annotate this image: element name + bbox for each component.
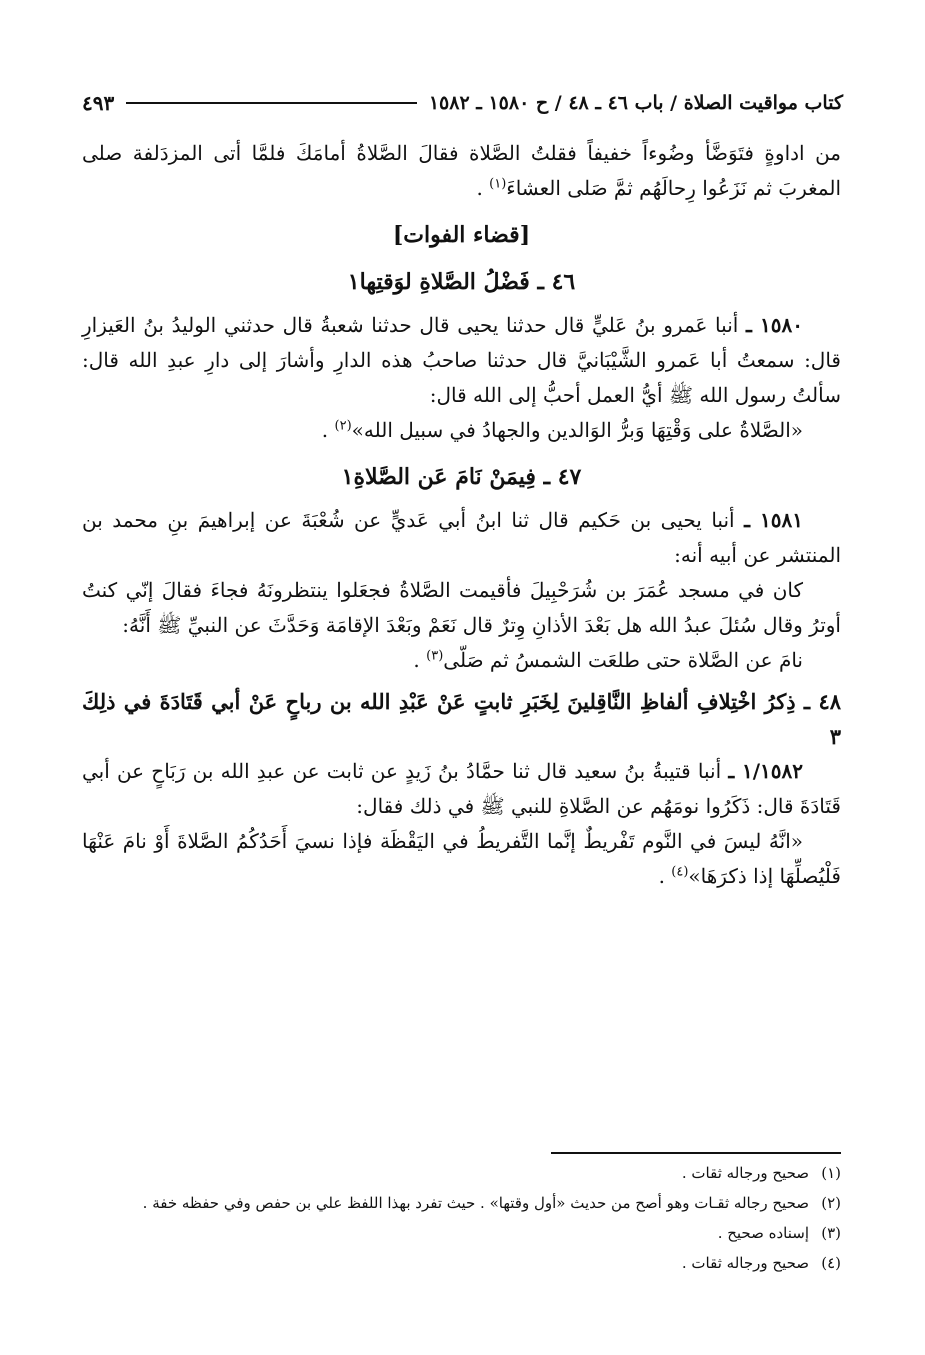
footnote-ref-4: (٤) [671,864,689,880]
hadith-1582 [82,754,841,824]
quote-1582 [82,824,841,894]
main-text [82,136,841,894]
hadith-1581-para-1: كان في مسجد عُمَرَ بن شُرَحْبِيلَ فأقيمت الصَّلاةُ فجعَلوا ينتظرونَهُ فجاءَ فقالَ إنّي كنتُ أوترُ وقال سُئلَ عبدُ الله هل بَعْدَ الأذانِ وِترٌ قال نَعَمْ وبَعْدَ الإقامَة وَحَدَّثَ عن النبيِّ ﷺ أَنَّهُ: [82,578,841,637]
quote-end-1580: . [321,418,335,442]
footnote-ref-3: (٣) [426,648,444,664]
hadith-text-1581: أنبا يحيى بن حَكيم قال ثنا ابنُ أبي عَديٍّ عن شُعْبَةَ عن إبراهيمَ بنِ محمد بن المنتشر عن أبيه أنه: [82,508,841,567]
section-title: [قضاء الفوات] [392,222,531,248]
chapter-48-title: ٤٨ ـ ذِكرُ اخْتِلافِ ألفاظِ النَّاقِلينَ لِخَبَرِ ثابتٍ عَنْ عَبْدِ الله بن رباحٍ عَنْ أبي قَتَادَةَ في ذلِكَ ٣ [82,689,841,749]
chapter-46-title: ٤٦ ـ فَضْلُ الصَّلاةِ لوَقتِها١ [347,269,576,295]
page-number: ٤٩٣ [82,91,115,115]
footnote-number: (١) [821,1164,841,1182]
hadith-text-1582: أنبا قتيبةُ بنُ سعيد قال ثنا حمَّادُ بنُ زَيدٍ عن ثابت عن عبدِ الله بن رَبَاحٍ عن أبي قَتَادَةَ قال: ذَكَرُوا نومَهُم عن الصَّلاةِ للنبي ﷺ في ذلك فقال: [82,759,841,818]
hadith-1580 [82,308,841,413]
footnote-text: صحيح رجاله ثقـات وهو أصح من حديث «أول وقتها» . حيث تفرد بهذا اللفظ علي بن حفص وفي حفظه خفة . [142,1194,809,1212]
opening-end: . [476,176,490,200]
hadith-number-1582: ١/١٥٨٢ ـ [728,759,803,783]
footnote-text: إسناده صحيح . [717,1224,809,1242]
footnotes [84,1160,841,1276]
footnote-3 [84,1220,841,1246]
quote-text-1582: «انَّهُ ليسَ في النَّوم تَفْريطٌ إنَّما التَّفريطُ في اليَقْظَة فإذا نسيَ أَحَدُكُمُ الصَّلاةَ أَوْ نامَ عَنْهَا فَلْيُصلِّهَا إذا ذكرَهَا» [82,829,841,888]
footnote-number: (٢) [821,1194,841,1212]
footnote-divider [551,1152,841,1154]
footnote-number: (٣) [821,1224,841,1242]
footnote-text: صحيح ورجاله ثقات . [681,1164,809,1182]
hadith-text-1580: أنبا عَمرو بنُ عَليٍّ قال حدثنا يحيى قال حدثنا شعبةُ قال حدثني الوليدُ بنُ العَيزارِ قال: سمعتُ أبا عَمرو الشَّيْبَانيَّ قال حدثنا صاحبُ هذه الدارِ وأشارَ إلى دارِ عبدِ الله قال: سألتُ رسول الله ﷺ أيُّ العمل أحبُّ إلى الله قال: [82,313,841,407]
header-rule [126,102,417,104]
para-2-end: . [413,648,427,672]
footnote-text: صحيح ورجاله ثقات . [681,1254,809,1272]
para-2-text: نامَ عن الصَّلاة حتى طلعَت الشمسُ ثم صَلّى [443,648,803,672]
footnote-1 [84,1160,841,1186]
quote-1580 [82,413,841,448]
header-title: كتاب مواقيت الصلاة / باب ٤٦ ـ ٤٨ / ح ١٥٨٠ ـ ١٥٨٢ [428,92,843,114]
hadith-number-1580: ١٥٨٠ ـ [745,313,803,337]
chapter-47-title: ٤٧ ـ فِيمَنْ نَامَ عَن الصَّلاةِ١ [341,464,582,490]
footnote-number: (٤) [821,1254,841,1272]
quote-end-1582: . [658,864,672,888]
hadith-1581-para-2 [82,643,841,678]
opening-line-1: من اداوةٍ فتَوَضَّأ وضُوءاً خفيفاً فقلتُ الصَّلاة فقالَ الصَّلاةُ أمامَكَ فلمَّا أتى المزدَلفة [132,141,842,165]
opening-line-2: صلى المغربَ ثم نَزَعُوا رِحالَهُم ثمَّ صَلى العشاءَ [82,141,841,200]
footnote-ref-1: (١) [489,176,507,192]
hadith-1581 [82,503,841,573]
opening-paragraph [82,136,841,206]
quote-text-1580: «الصَّلاةُ على وَقْتِهَا وَبرُّ الوَالدين والجهادُ في سبيل الله» [351,418,803,442]
footnote-2 [84,1190,841,1216]
footnote-4 [84,1250,841,1276]
running-header [82,86,843,120]
hadith-number-1581: ١٥٨١ ـ [744,508,803,532]
footnote-ref-2: (٢) [334,418,352,434]
